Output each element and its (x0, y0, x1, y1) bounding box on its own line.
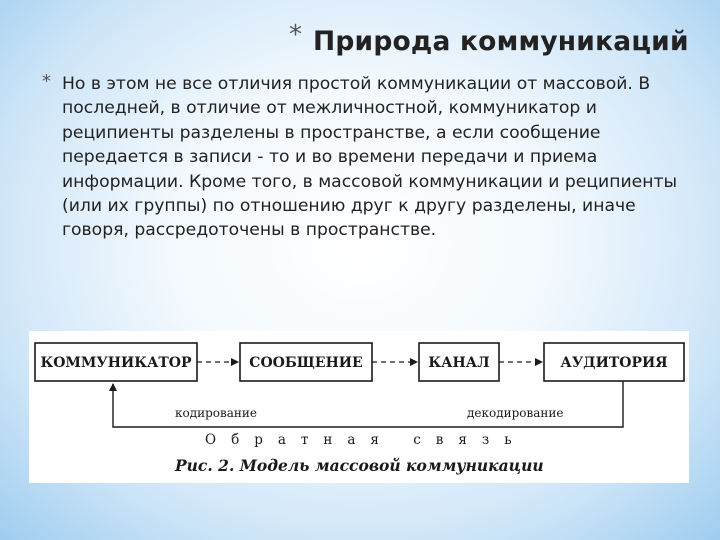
title-bullet: * (289, 20, 302, 50)
encoding-label: кодирование (175, 406, 258, 420)
decoding-label: декодирование (467, 406, 564, 420)
box-communicator-label: КОММУНИКАТОР (40, 355, 192, 371)
feedback-label: Обратная связь (205, 432, 527, 448)
box-message-label: СООБЩЕНИЕ (249, 355, 363, 371)
figure-caption: Рис. 2. Модель массовой коммуникации (175, 456, 544, 475)
feedback-loop-line (113, 381, 623, 427)
body-bullet: * (42, 71, 51, 92)
mass-communication-diagram (29, 331, 689, 483)
slide-title: Природа коммуникаций (313, 26, 689, 57)
box-channel-label: КАНАЛ (428, 355, 490, 371)
box-audience-label: АУДИТОРИЯ (560, 355, 668, 371)
body-paragraph: Но в этом не все отличия простой коммуникации от массовой. В последней, в отличие от межличностной, коммуникатор и реципиенты разделены в пространстве, а если сообщение передается в записи - то и во времени передачи и приема информации. Кроме того, в массовой коммуникации и реципиенты (или их группы) по отношению друг к другу разделены, иначе говоря, рассредоточены в пространстве. (62, 74, 678, 241)
mass-communication-figure (29, 331, 689, 483)
